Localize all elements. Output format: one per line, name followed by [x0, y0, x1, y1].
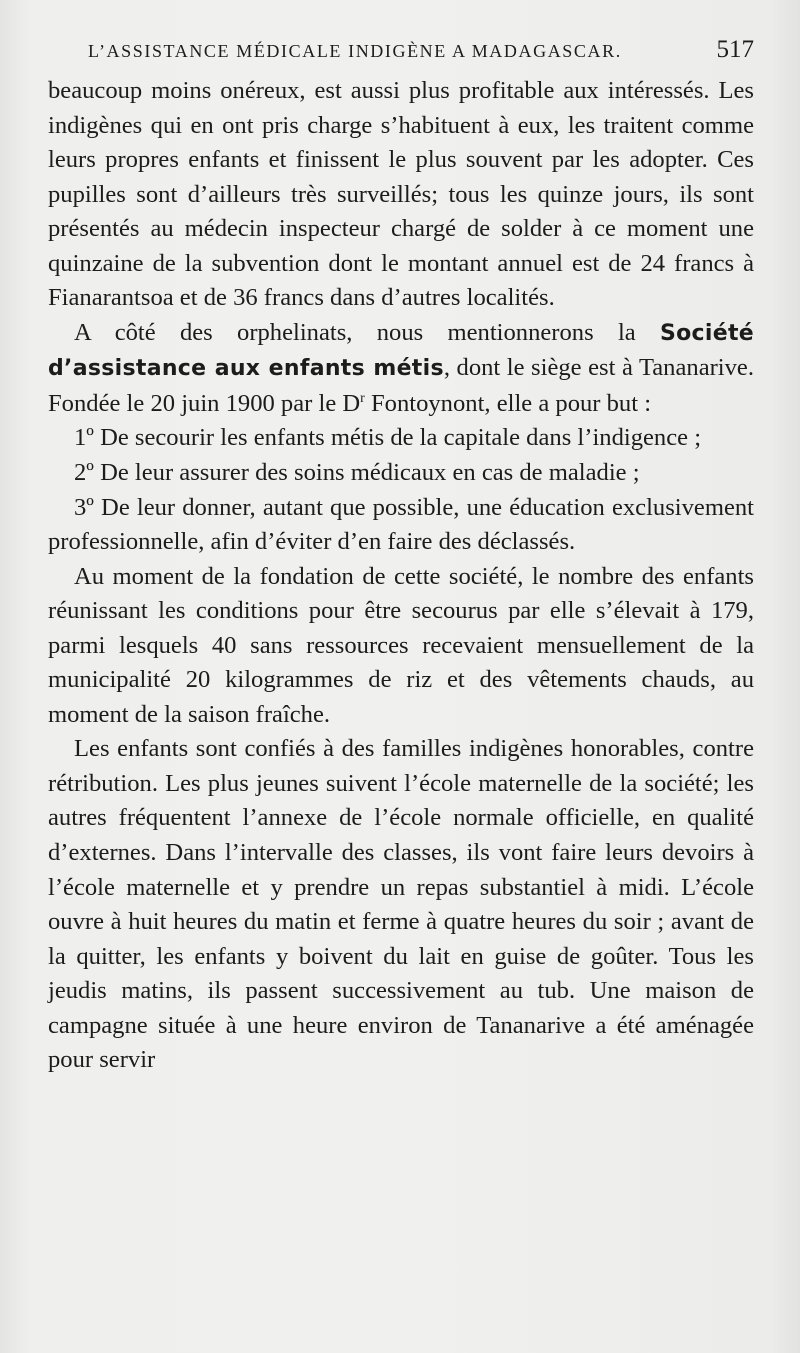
running-title: L’ASSISTANCE MÉDICALE INDIGÈNE A MADAGASCAR. [88, 41, 622, 61]
paragraph-2-mid: , dont le siège est à Tananarive. Fondée le 20 juin 1900 par le D [48, 354, 754, 417]
paragraph-2-start: A côté des orphelinats, nous mentionnerons la [74, 318, 660, 346]
goal-item-3: 3º De leur donner, autant que possible, une éducation exclusivement professionnelle, afin d’éviter d’en faire des déclassés. [48, 493, 754, 556]
paragraph-1: beaucoup moins onéreux, est aussi plus profitable aux intéressés. Les indigènes qui en ont pris charge s’habituent à eux, les traitent comme leurs propres enfants et finissent le plus souvent par les adopter. Ces pupilles sont d’ailleurs très surveillés; tous les quinze jours, ils sont présentés au médecin inspecteur chargé de solder à ce moment une quinzaine de la subvention dont le montant annuel est de 24 francs à Fianarantsoa et de 36 francs dans d’autres localités. [48, 77, 754, 312]
paragraph-6: Au moment de la fondation de cette société, le nombre des enfants réunissant les conditions pour être secourus par elle s’élevait à 179, parmi lesquels 40 sans ressources recevaient mensuellement de la municipalité 20 kilogrammes de riz et des vêtements chauds, au moment de la saison fraîche. [48, 562, 754, 728]
body-text [48, 74, 754, 1078]
page-number: 517 [716, 36, 754, 63]
paragraph-2 [48, 316, 754, 422]
goal-item-1: 1º De secourir les enfants métis de la capitale dans l’indigence ; [74, 424, 702, 452]
running-head [88, 36, 754, 72]
paragraph-7: Les enfants sont confiés à des familles indigènes honorables, contre rétribution. Les plus jeunes suivent l’école maternelle de la société; les autres fréquentent l’annexe de l’école normale officielle, en qualité d’externes. Dans l’intervalle des classes, ils vont faire leurs devoirs à l’école maternelle et y prendre un repas substantiel à midi. L’école ouvre à huit heures du matin et ferme à quatre heures du soir ; avant de la quitter, les enfants y boivent du lait en guise de goûter. Tous les jeudis matins, ils passent successivement au tub. Une maison de campagne située à une heure environ de Tananarive a été aménagée pour servir [48, 735, 754, 1074]
doctor-abbrev-sup: r [360, 390, 365, 406]
paragraph-2-end: Fontoynont, elle a pour but : [364, 389, 652, 417]
society-name: Société d’assistance aux enfants métis [48, 320, 754, 382]
goal-item-2: 2º De leur assurer des soins médicaux en cas de maladie ; [74, 459, 640, 487]
